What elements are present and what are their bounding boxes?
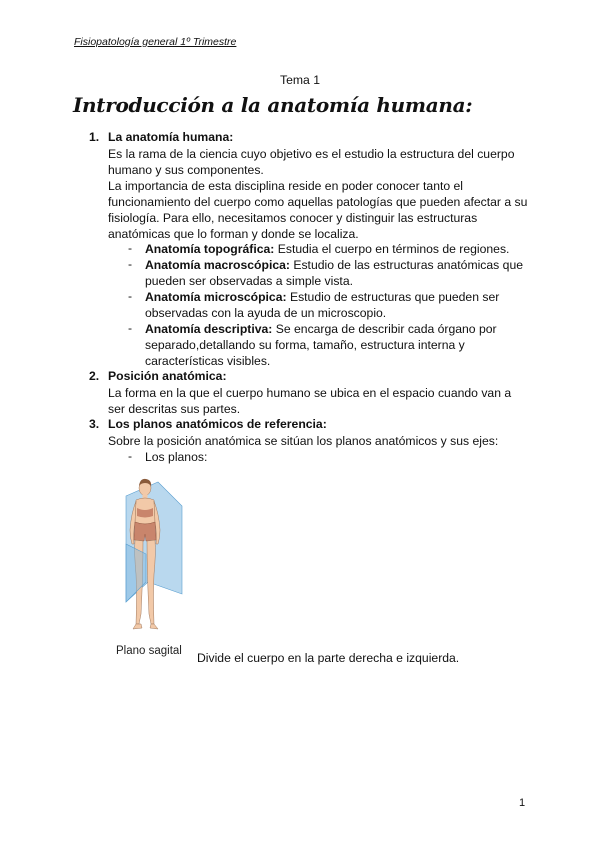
list-item bbox=[145, 289, 525, 321]
paragraph: Es la rama de la ciencia cuyo objetivo es el estudio la estructura del cuerpo humano y sus componentes. bbox=[108, 147, 515, 177]
page-title: Introducción a la anatomía humana: bbox=[73, 93, 473, 117]
bullet-dash: - bbox=[128, 241, 133, 255]
list-text: Se encarga de describir cada órgano por separado,detallando su forma, tamaño, estructura interna y características visibles. bbox=[145, 322, 497, 368]
section-number: 2. bbox=[89, 369, 100, 383]
page-number: 1 bbox=[519, 797, 526, 809]
list-term: Anatomía macroscópica: bbox=[145, 258, 290, 272]
figure-caption: Plano sagital bbox=[116, 645, 182, 657]
paragraph: Sobre la posición anatómica se sitúan los planos anatómicos y sus ejes: bbox=[108, 434, 499, 448]
section-body bbox=[108, 146, 528, 242]
sagittal-plane-figure bbox=[112, 474, 192, 644]
bullet-dash: - bbox=[128, 449, 133, 463]
list-text: Los planos: bbox=[145, 450, 208, 464]
list-term: Anatomía descriptiva: bbox=[145, 322, 273, 336]
figure-description: Divide el cuerpo en la parte derecha e izquierda. bbox=[197, 651, 460, 665]
list-item bbox=[145, 449, 525, 465]
paragraph: La forma en la que el cuerpo humano se ubica en el espacio cuando van a ser descritas sus partes. bbox=[108, 386, 512, 416]
right-foot bbox=[150, 624, 158, 629]
bullet-dash: - bbox=[128, 257, 133, 271]
list-item bbox=[145, 321, 525, 369]
bullet-dash: - bbox=[128, 289, 133, 303]
list-text: Estudia el cuerpo en términos de regiones. bbox=[274, 242, 510, 256]
section-heading: Posición anatómica: bbox=[108, 369, 227, 383]
section-body bbox=[108, 433, 528, 449]
list-text: Estudio de las estructuras anatómicas que pueden ser observadas a simple vista. bbox=[145, 258, 523, 288]
topic-label: Tema 1 bbox=[280, 73, 320, 87]
section-heading: La anatomía humana: bbox=[108, 130, 234, 144]
list-item bbox=[145, 257, 525, 289]
section-number: 3. bbox=[89, 417, 100, 431]
section-heading: Los planos anatómicos de referencia: bbox=[108, 417, 327, 431]
paragraph: La importancia de esta disciplina reside en poder conocer tanto el funcionamiento del cuerpo como aquellas patologías que pueden afectar a su fisiología. Para ello, necesitamos conocer y distinguir las estructuras anatómicas que lo forman y donde se localiza. bbox=[108, 179, 528, 241]
list-text: Estudio de estructuras que pueden ser observadas con la ayuda de un microscopio. bbox=[145, 290, 500, 320]
bullet-dash: - bbox=[128, 321, 133, 335]
list-term: Anatomía microscópica: bbox=[145, 290, 287, 304]
list-item bbox=[145, 241, 525, 257]
left-foot bbox=[133, 624, 142, 629]
section-body bbox=[108, 385, 528, 417]
document-header: Fisiopatología general 1º Trimestre bbox=[74, 36, 237, 48]
list-term: Anatomía topográfica: bbox=[145, 242, 275, 256]
section-number: 1. bbox=[89, 130, 100, 144]
